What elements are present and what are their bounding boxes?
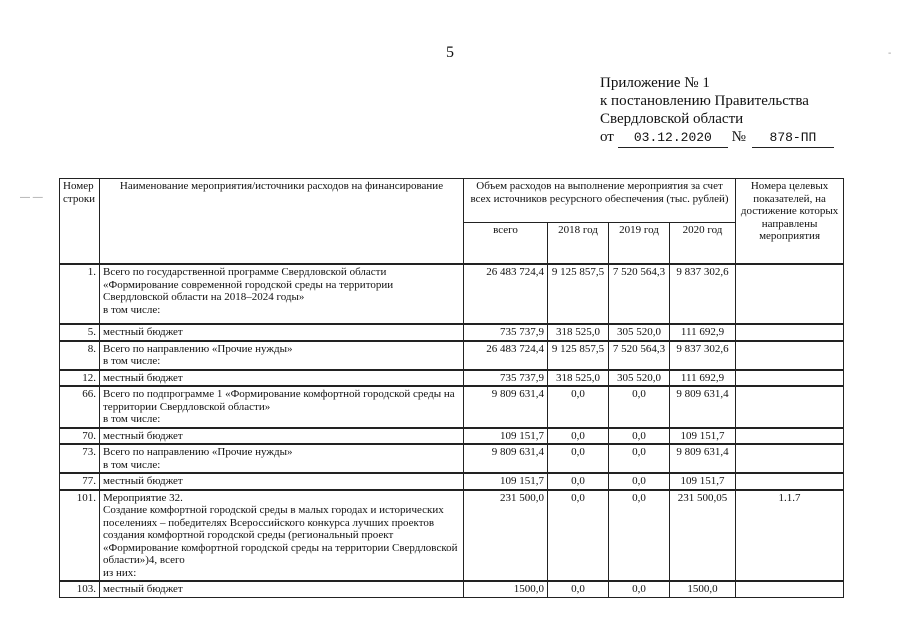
header-row-number: Номер строки [60, 179, 100, 265]
row-target-cell [736, 473, 844, 490]
row-2018-cell: 318 525,0 [548, 370, 609, 387]
row-number-cell: 77. [60, 473, 100, 490]
row-2018-cell: 318 525,0 [548, 324, 609, 341]
table-row [60, 473, 844, 490]
row-2018-cell: 0,0 [548, 581, 609, 597]
row-2018-cell: 9 125 857,5 [548, 341, 609, 370]
row-name-cell: местный бюджет [100, 370, 464, 387]
row-2020-cell: 109 151,7 [670, 473, 736, 490]
number-prefix: № [731, 129, 746, 145]
row-target-cell: 1.1.7 [736, 490, 844, 582]
row-target-cell [736, 428, 844, 445]
row-2020-cell: 109 151,7 [670, 428, 736, 445]
row-number-cell: 73. [60, 444, 100, 473]
row-2020-cell: 111 692,9 [670, 370, 736, 387]
table-row [60, 581, 844, 597]
table-row [60, 444, 844, 473]
table-row [60, 490, 844, 582]
row-2020-cell: 9 837 302,6 [670, 341, 736, 370]
row-number-cell: 12. [60, 370, 100, 387]
appendix-line-2: к постановлению Правительства [600, 93, 809, 109]
row-target-cell [736, 581, 844, 597]
row-2020-cell: 1500,0 [670, 581, 736, 597]
page-number: 5 [446, 44, 454, 61]
row-total-cell: 26 483 724,4 [464, 264, 548, 324]
row-2018-cell: 0,0 [548, 444, 609, 473]
row-name-cell: местный бюджет [100, 428, 464, 445]
scan-mark: — — [20, 192, 43, 203]
appendix-block [600, 74, 834, 148]
row-total-cell: 9 809 631,4 [464, 386, 548, 428]
row-total-cell: 1500,0 [464, 581, 548, 597]
resolution-date: 03.12.2020 [618, 129, 728, 148]
row-name-cell: Всего по направлению «Прочие нужды» в том числе: [100, 444, 464, 473]
row-total-cell: 735 737,9 [464, 324, 548, 341]
row-target-cell [736, 324, 844, 341]
header-targets: Номера целевых показателей, на достижение которых направлены мероприятия [736, 179, 844, 265]
row-total-cell: 231 500,0 [464, 490, 548, 582]
scan-mark: - [888, 48, 892, 59]
header-2020: 2020 год [670, 223, 736, 265]
row-2019-cell: 0,0 [609, 428, 670, 445]
row-2019-cell: 0,0 [609, 490, 670, 582]
row-2020-cell: 231 500,05 [670, 490, 736, 582]
row-name-cell: местный бюджет [100, 581, 464, 597]
table-row [60, 264, 844, 324]
row-target-cell [736, 444, 844, 473]
row-2019-cell: 0,0 [609, 581, 670, 597]
row-number-cell: 101. [60, 490, 100, 582]
row-2018-cell: 0,0 [548, 386, 609, 428]
row-total-cell: 109 151,7 [464, 473, 548, 490]
expenditure-table [59, 178, 844, 598]
table-row [60, 370, 844, 387]
row-2018-cell: 0,0 [548, 428, 609, 445]
row-2020-cell: 9 837 302,6 [670, 264, 736, 324]
header-name: Наименование мероприятия/источники расходов на финансирование [100, 179, 464, 265]
row-total-cell: 735 737,9 [464, 370, 548, 387]
row-2019-cell: 0,0 [609, 473, 670, 490]
row-2018-cell: 9 125 857,5 [548, 264, 609, 324]
header-2019: 2019 год [609, 223, 670, 265]
table-row [60, 341, 844, 370]
row-number-cell: 8. [60, 341, 100, 370]
row-2019-cell: 7 520 564,3 [609, 264, 670, 324]
row-number-cell: 5. [60, 324, 100, 341]
appendix-line-3: Свердловской области [600, 111, 744, 127]
row-name-cell: местный бюджет [100, 473, 464, 490]
row-target-cell [736, 370, 844, 387]
appendix-date-line [600, 128, 834, 148]
resolution-number: 878-ПП [752, 129, 834, 148]
row-name-cell: Всего по направлению «Прочие нужды» в том числе: [100, 341, 464, 370]
header-total: всего [464, 223, 548, 265]
appendix-title: Приложение № 1 [600, 75, 710, 91]
row-2020-cell: 9 809 631,4 [670, 386, 736, 428]
row-total-cell: 26 483 724,4 [464, 341, 548, 370]
row-2019-cell: 0,0 [609, 444, 670, 473]
row-total-cell: 109 151,7 [464, 428, 548, 445]
row-2020-cell: 9 809 631,4 [670, 444, 736, 473]
row-2019-cell: 305 520,0 [609, 370, 670, 387]
header-volume: Объем расходов на выполнение мероприятия за счет всех источников ресурсного обеспечения (тыс. рублей) [464, 179, 736, 223]
table-row [60, 386, 844, 428]
row-target-cell [736, 386, 844, 428]
row-2018-cell: 0,0 [548, 490, 609, 582]
row-target-cell [736, 264, 844, 324]
row-2019-cell: 7 520 564,3 [609, 341, 670, 370]
row-2020-cell: 111 692,9 [670, 324, 736, 341]
row-2019-cell: 305 520,0 [609, 324, 670, 341]
date-prefix: от [600, 129, 614, 145]
row-name-cell: Всего по государственной программе Свердловской области «Формирование современной городской среды на территории Свердловской области на 2018–2024 годы» в том числе: [100, 264, 464, 324]
row-number-cell: 70. [60, 428, 100, 445]
row-name-cell: Всего по подпрограмме 1 «Формирование комфортной городской среды на территории Свердловской области» в том числе: [100, 386, 464, 428]
row-name-cell: местный бюджет [100, 324, 464, 341]
table-row [60, 428, 844, 445]
row-target-cell [736, 341, 844, 370]
row-name-cell: Мероприятие 32. Создание комфортной городской среды в малых городах и исторических поселениях – победителях Всероссийского конкурса лучших проектов создания комфортной городской среды (региональный проект «Формирование комфортной городской среды на территории Свердловской области»)4, всего из них: [100, 490, 464, 582]
row-number-cell: 103. [60, 581, 100, 597]
table-row [60, 324, 844, 341]
row-2019-cell: 0,0 [609, 386, 670, 428]
row-total-cell: 9 809 631,4 [464, 444, 548, 473]
header-row [60, 179, 844, 223]
header-2018: 2018 год [548, 223, 609, 265]
row-2018-cell: 0,0 [548, 473, 609, 490]
row-number-cell: 66. [60, 386, 100, 428]
row-number-cell: 1. [60, 264, 100, 324]
